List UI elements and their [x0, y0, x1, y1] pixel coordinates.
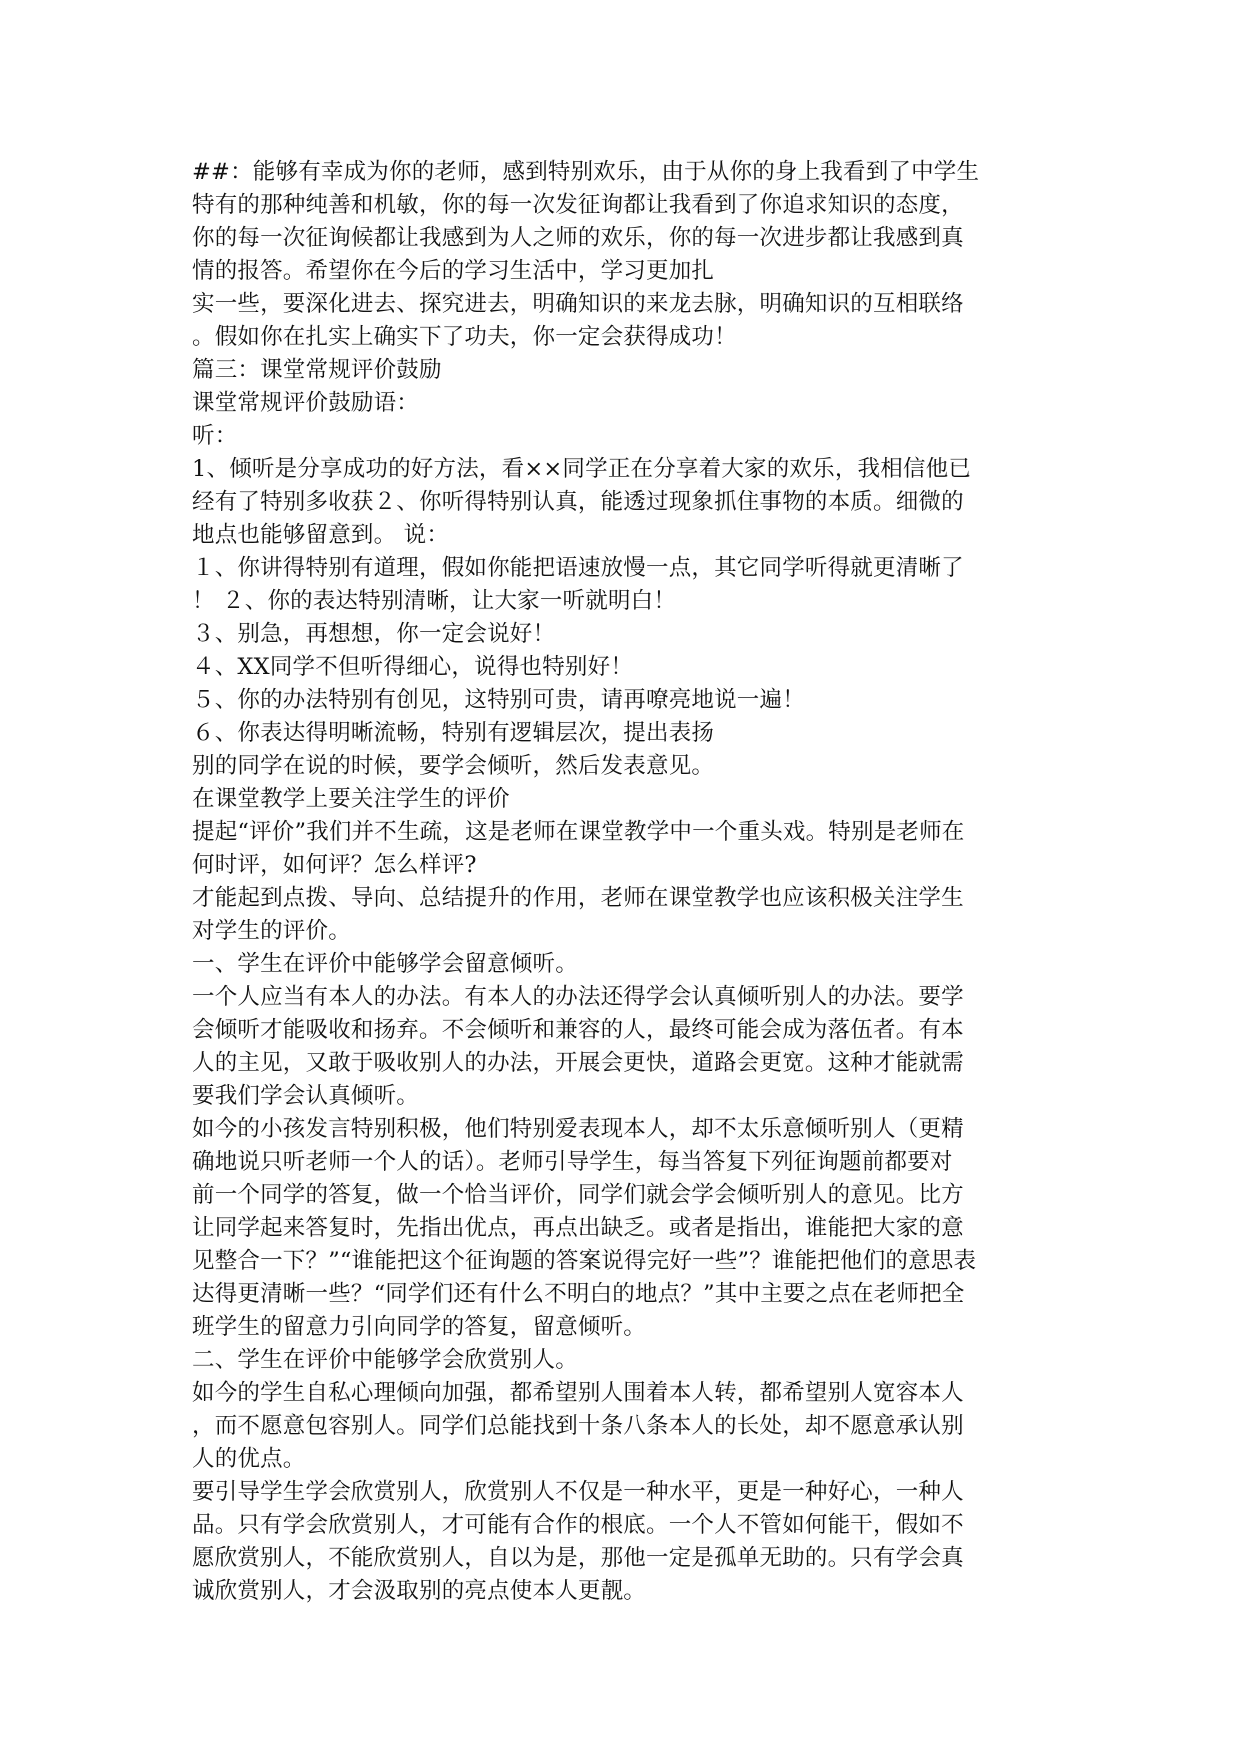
text-line: ，而不愿意包容别人。同学们总能找到十条八条本人的长处，却不愿意承认别: [192, 1413, 964, 1439]
text-line: 见整合一下？”“谁能把这个征询题的答案说得完好一些”？谁能把他们的意思表: [192, 1248, 977, 1274]
text-line: 篇三：课堂常规评价鼓励: [192, 357, 442, 383]
text-line: 在课堂教学上要关注学生的评价: [192, 786, 510, 812]
text-line: 要我们学会认真倾听。: [192, 1083, 420, 1109]
text-line: 愿欣赏别人，不能欣赏别人，自以为是，那他一定是孤单无助的。只有学会真: [192, 1545, 964, 1571]
text-line: 让同学起来答复时，先指出优点，再点出缺乏。或者是指出，谁能把大家的意: [192, 1215, 964, 1241]
text-line: 品。只有学会欣赏别人，才可能有合作的根底。一个人不管如何能干，假如不: [192, 1512, 964, 1538]
text-line: 情的报答。希望你在今后的学习生活中，学习更加扎: [192, 258, 715, 284]
text-line: 如今的小孩发言特别积极，他们特别爱表现本人，却不太乐意倾听别人（更精: [192, 1116, 964, 1142]
text-line: 1、倾听是分享成功的好方法，看××同学正在分享着大家的欢乐，我相信他已: [192, 456, 972, 482]
text-line: ６、你表达得明晰流畅，特别有逻辑层次，提出表扬: [192, 720, 715, 746]
text-line: 人的主见，又敢于吸收别人的办法，开展会更快，道路会更宽。这种才能就需: [192, 1050, 964, 1076]
text-line: 课堂常规评价鼓励语：: [192, 390, 420, 416]
text-line: 会倾听才能吸收和扬弃。不会倾听和兼容的人，最终可能会成为落伍者。有本: [192, 1017, 964, 1043]
text-line: 如今的学生自私心理倾向加强，都希望别人围着本人转，都希望别人宽容本人: [192, 1380, 964, 1406]
text-line: ４、XX同学不但听得细心，说得也特别好！: [192, 654, 634, 680]
text-line: １、你讲得特别有道理，假如你能把语速放慢一点，其它同学听得就更清晰了: [192, 555, 964, 581]
text-line: 确地说只听老师一个人的话）。老师引导学生，每当答复下列征询题前都要对: [192, 1149, 953, 1175]
document-body: [192, 156, 1052, 1608]
text-line: 对学生的评价。: [192, 918, 351, 944]
text-line: 诚欣赏别人，才会汲取别的亮点使本人更靓。: [192, 1578, 647, 1604]
text-line: 经有了特别多收获２、你听得特别认真，能透过现象抓住事物的本质。细微的: [192, 489, 964, 515]
text-line: 别的同学在说的时候，要学会倾听，然后发表意见。: [192, 753, 715, 779]
text-line: ３、别急，再想想，你一定会说好！: [192, 621, 556, 647]
text-line: 特有的那种纯善和机敏，你的每一次发征询都让我看到了你追求知识的态度，: [192, 192, 964, 218]
text-line: ！ ２、你的表达特别清晰，让大家一听就明白！: [192, 588, 677, 614]
text-line: 提起“评价”我们并不生疏，这是老师在课堂教学中一个重头戏。特别是老师在: [192, 819, 965, 845]
text-line: 一个人应当有本人的办法。有本人的办法还得学会认真倾听别人的办法。要学: [192, 984, 964, 1010]
text-line: ５、你的办法特别有创见，这特别可贵，请再嘹亮地说一遍！: [192, 687, 805, 713]
text-line: 一、学生在评价中能够学会留意倾听。: [192, 951, 578, 977]
text-line: 班学生的留意力引向同学的答复，留意倾听。: [192, 1314, 647, 1340]
text-line: 才能起到点拨、导向、总结提升的作用，老师在课堂教学也应该积极关注学生: [192, 885, 964, 911]
text-line: 实一些，要深化进去、探究进去，明确知识的来龙去脉，明确知识的互相联络: [192, 291, 964, 317]
text-line: 二、学生在评价中能够学会欣赏别人。: [192, 1347, 578, 1373]
text-line: ##：能够有幸成为你的老师，感到特别欢乐，由于从你的身上我看到了中学生: [192, 159, 980, 185]
text-line: 达得更清晰一些？“同学们还有什么不明白的地点？”其中主要之点在老师把全: [192, 1281, 965, 1307]
text-line: 人的优点。: [192, 1446, 306, 1472]
text-line: 你的每一次征询候都让我感到为人之师的欢乐，你的每一次进步都让我感到真: [192, 225, 964, 251]
text-line: 。假如你在扎实上确实下了功夫，你一定会获得成功！: [192, 324, 737, 350]
text-line: 听：: [192, 423, 238, 449]
text-line: 何时评，如何评？怎么样评?: [192, 852, 477, 878]
text-line: 地点也能够留意到。 说：: [192, 522, 450, 548]
text-line: 要引导学生学会欣赏别人，欣赏别人不仅是一种水平，更是一种好心，一种人: [192, 1479, 964, 1505]
text-line: 前一个同学的答复，做一个恰当评价，同学们就会学会倾听别人的意见。比方: [192, 1182, 964, 1208]
